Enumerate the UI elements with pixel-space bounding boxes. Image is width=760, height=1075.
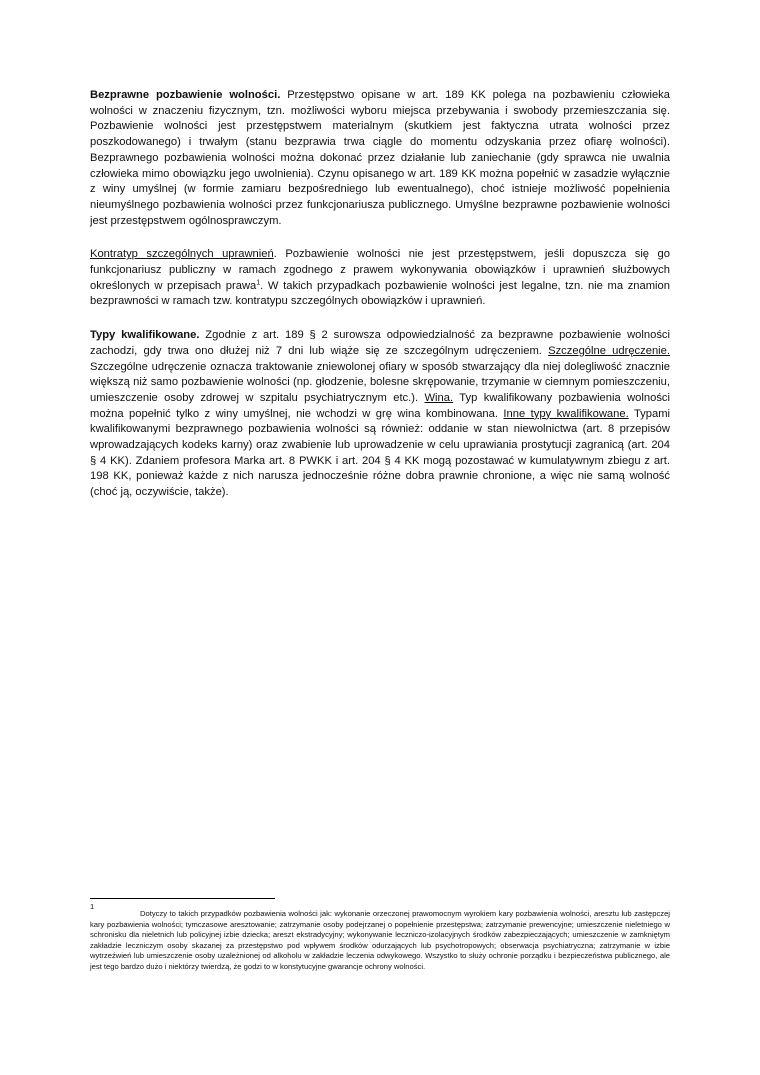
footnote bbox=[90, 903, 670, 973]
footnote-separator bbox=[90, 898, 275, 899]
paragraph-text: Typ kwalifikowany pozbawienia wolności można popełnić tylko z winy umyślnej, nie wchodzi w grę wina kombinowana. bbox=[90, 391, 671, 420]
underlined-term-inne-typy: Inne typy kwalifikowane. bbox=[503, 407, 629, 420]
paragraph-kontratyp bbox=[90, 247, 670, 310]
paragraph-text: Przestępstwo opisane w art. 189 KK polega na pozbawieniu człowieka wolności w znaczeniu fizycznym, tzn. możliwości wyboru miejsca przebywania i swobody przemieszczania się. Pozbawienie wolności jest przestępstwem materialnym (skutkiem jest faktyczna utrata wolności przez poszkodowanego) i trwałym (stanu bezprawia trwa ciągle do momentu odzyskania przez ofiarę wolności). Bezprawnego pozbawienia wolności można dokonać przez działanie lub zaniechanie (gdy sprawca nie uwalnia człowieka mimo obowiązku jego uwolnienia). Czynu opisanego w art. 189 KK można popełnić w zasadzie wyłącznie z winy umyślnej (w formie zamiaru bezpośredniego lub ewentualnego), choć istnieje możliwość popełnienia nieumyślnego pozbawienia wolności przez funkcjonariusza publicznego. Umyślne bezprawne pozbawienie wolności jest przestępstwem ogólnosprawczym. bbox=[90, 89, 670, 227]
underlined-term-wina: Wina. bbox=[424, 391, 454, 404]
paragraph-text: Typami kwalifikowanymi bezprawnego pozbawienia wolności są również: oddanie w stan niewolnictwa (art. 8 przepisów wprowadzających kodeks karny) oraz zwabienie lub uprowadzenie w celu uprawiania prostytucji zagranicą (art. 204 § 4 KK). Zdaniem profesora Marka art. 8 PWKK i art. 204 § 4 KK mogą pozostawać w kumulatywnym zbiegu z art. 198 KK, ponieważ każde z nich narusza jednocześnie różne dobra prawnie chronione, a więc nie samą wolność (choć ją, oczywiście, także). bbox=[90, 407, 671, 499]
paragraph-heading: Bezprawne pozbawienie wolności. bbox=[90, 89, 281, 101]
paragraph-text: Szczególne udręczenie oznacza traktowanie zniewolonej ofiary w sposób stwarzający dla niej dolegliwość znacznie większą niż samo pozbawienie wolności (np. głodzenie, bolesne skrępowanie, trzymanie w ciemnym pomieszczeniu, umieszczenie osoby zdrowej w szpitalu psychiatrycznym etc.). bbox=[90, 360, 670, 404]
paragraph-bezprawne-pozbawienie bbox=[90, 88, 670, 229]
underlined-term-kontratyp: Kontratyp szczególnych uprawnień bbox=[90, 248, 274, 261]
paragraph-typy-kwalifikowane bbox=[90, 328, 670, 501]
paragraph-text: . Pozbawienie wolności nie jest przestępstwem, jeśli dopuszcza się go funkcjonariusz publiczny w ramach zgodnego z prawem wykonywania obowiązków i uprawnień służbowych określonych w przepisach prawa bbox=[90, 248, 670, 292]
paragraph-text-continued: . W takich przypadkach pozbawienie wolności jest legalne, tzn. nie ma znamion bezprawności w ramach tzw. kontratypu szczególnych obowiązków i uprawnień. bbox=[90, 279, 670, 308]
document-body bbox=[90, 88, 670, 519]
underlined-term-szczegolne-udreczenie: Szczególne udręczenie. bbox=[548, 344, 670, 357]
footnote-text: Dotyczy to takich przypadków pozbawienia wolności jak: wykonanie orzeczonej prawomocnym wyrokiem kary pozbawienia wolności, aresztu lub zastępczej kary pozbawienia wolności; tymczasowe aresztowanie; zatrzymanie osoby podejrzanej o popełnienie przestępstwa; zatrzymanie prewencyjne; umieszczenie nieletniego w schronisku dla nieletnich lub policyjnej izbie dziecka; areszt ekstradycyjny; wykonywanie leczniczo-izolacyjnych środków zabezpieczających; umieszczenie w zamkniętym zakładzie leczniczym osoby skazanej za przestępstwo pod wpływem środków odurzających lub psychotropowych; obserwacja psychiatryczna; zatrzymanie w izbie wytrzeźwień lub umieszczenie osoby uzależnionej od alkoholu w zakładzie leczenia odwykowego. Wszystko to służy ochronie porządku i bezpieczeństwa publicznego, ale jest tego bardzo dużo i niektórzy twierdzą, że godzi to w konstytucyjne gwarancje ochrony wolności. bbox=[90, 909, 670, 971]
footnote-number: 1 bbox=[90, 902, 95, 911]
paragraph-heading: Typy kwalifikowane. bbox=[90, 329, 200, 342]
paragraph-text: Zgodnie z art. 189 § 2 surowsza odpowiedzialność za bezprawne pozbawienie wolności zachodzi, gdy trwa ono dłużej niż 7 dni lub wiąże się ze szczególnym udręczeniem. bbox=[90, 329, 671, 357]
footnote-reference[interactable]: 1 bbox=[256, 279, 261, 286]
